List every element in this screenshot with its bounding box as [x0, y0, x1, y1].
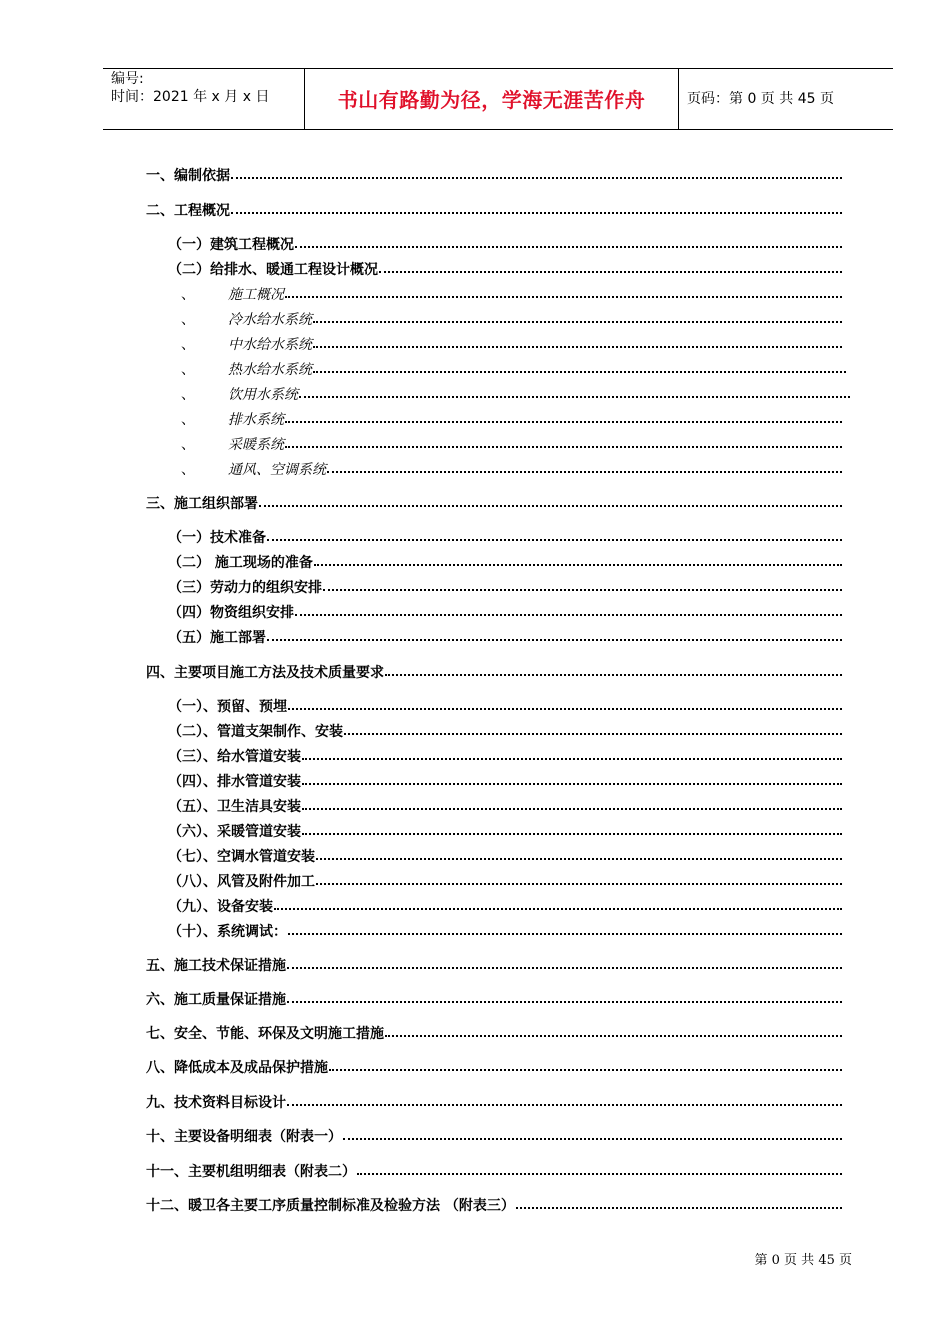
toc-leader: [285, 434, 842, 448]
toc-entry[interactable]: [146, 1196, 842, 1214]
toc-entry[interactable]: [168, 797, 842, 815]
toc-entry[interactable]: [168, 847, 842, 865]
toc-entry[interactable]: [168, 722, 842, 740]
toc-leader: [287, 989, 842, 1003]
toc-leader: [327, 459, 842, 473]
toc-leader: [313, 334, 842, 348]
toc-entry-title: 施工概况: [228, 287, 284, 303]
toc-leader: [302, 821, 842, 835]
toc-leader: [285, 284, 842, 298]
toc-entry[interactable]: [168, 628, 842, 646]
toc-entry[interactable]: [146, 1093, 842, 1111]
toc-entry-title: 六、施工质量保证措施: [146, 992, 286, 1008]
toc-entry[interactable]: [146, 1127, 842, 1145]
toc-entry-title: （一）建筑工程概况: [168, 237, 294, 253]
header-motto: 书山有路勤为径，学海无涯苦作舟: [337, 88, 646, 112]
toc-entry[interactable]: [181, 335, 842, 353]
toc-entry[interactable]: [146, 494, 842, 512]
toc-leader: [288, 921, 842, 935]
toc-entry[interactable]: [181, 385, 850, 403]
toc-entry-title: 十、主要设备明细表（附表一）: [146, 1129, 342, 1145]
toc-leader: [274, 896, 842, 910]
document-number-label: 编号:: [111, 71, 144, 87]
toc-leader: [314, 552, 842, 566]
toc-leader: [316, 871, 842, 885]
toc-entry-title: 冷水给水系统: [228, 312, 312, 328]
toc-entry[interactable]: [181, 460, 842, 478]
toc-entry[interactable]: [168, 772, 842, 790]
toc-entry[interactable]: [181, 285, 842, 303]
toc-entry[interactable]: [146, 1162, 842, 1180]
toc-entry[interactable]: [146, 990, 842, 1008]
toc-leader: [285, 409, 842, 423]
header-page-number: 页码：第 0 页 共 45 页: [687, 91, 834, 107]
toc-entry-title: 采暖系统: [228, 437, 284, 453]
toc-entry-title: 一、编制依据: [146, 168, 230, 184]
page-header: [103, 68, 893, 130]
toc-leader: [516, 1195, 842, 1209]
toc-entry[interactable]: [181, 310, 842, 328]
toc-entry-mark: 、: [181, 462, 195, 478]
toc-entry-title: （十）、系统调试：: [168, 924, 287, 940]
toc-leader: [231, 200, 842, 214]
toc-entry-title: 饮用水系统: [228, 387, 298, 403]
toc-leader: [385, 1023, 842, 1037]
toc-leader: [295, 602, 842, 616]
toc-entry-title: 中水给水系统: [228, 337, 312, 353]
toc-entry[interactable]: [168, 897, 842, 915]
toc-entry-title: （四）、排水管道安装: [168, 774, 301, 790]
toc-entry-title: （五）、卫生洁具安装: [168, 799, 301, 815]
toc-entry-title: 热水给水系统: [228, 362, 312, 378]
toc-entry-title: 八、降低成本及成品保护措施: [146, 1060, 328, 1076]
toc-entry-title: 排水系统: [228, 412, 284, 428]
toc-entry[interactable]: [168, 603, 842, 621]
toc-entry[interactable]: [168, 260, 842, 278]
toc-leader: [385, 662, 842, 676]
toc-entry-title: （五）施工部署: [168, 630, 266, 646]
toc-entry-title: 九、技术资料目标设计: [146, 1095, 286, 1111]
toc-leader: [288, 696, 842, 710]
toc-leader: [259, 493, 842, 507]
toc-leader: [316, 846, 842, 860]
toc-entry-title: 七、安全、节能、环保及文明施工措施: [146, 1026, 384, 1042]
toc-leader: [267, 527, 842, 541]
page-footer-number: 第 0 页 共 45 页: [754, 1253, 852, 1268]
toc-entry-title: （四）物资组织安排: [168, 605, 294, 621]
toc-entry-mark: 、: [181, 387, 195, 403]
toc-entry[interactable]: [168, 922, 842, 940]
toc-entry-mark: 、: [181, 312, 195, 328]
toc-entry[interactable]: [146, 663, 842, 681]
toc-entry-title: （一）技术准备: [168, 530, 266, 546]
toc-leader: [295, 234, 842, 248]
toc-entry-title: （二）给排水、暖通工程设计概况: [168, 262, 378, 278]
toc-entry-title: 十一、主要机组明细表（附表二）: [146, 1164, 356, 1180]
toc-entry-title: （二） 施工现场的准备: [168, 555, 313, 571]
toc-entry-title: 五、施工技术保证措施: [146, 958, 286, 974]
toc-entry-title: 三、施工组织部署: [146, 496, 258, 512]
toc-leader: [302, 796, 842, 810]
toc-entry-title: （九）、设备安装: [168, 899, 273, 915]
toc-entry-mark: 、: [181, 412, 195, 428]
document-date-label: 时间：2021 年 x 月 x 日: [111, 89, 270, 105]
toc-leader: [323, 577, 842, 591]
header-meta-cell: [103, 69, 305, 129]
toc-entry[interactable]: [168, 578, 842, 596]
toc-entry[interactable]: [181, 410, 842, 428]
toc-leader: [287, 1092, 842, 1106]
toc-entry[interactable]: [168, 872, 842, 890]
toc-leader: [302, 771, 842, 785]
toc-leader: [329, 1057, 842, 1071]
toc-leader: [379, 259, 842, 273]
toc-entry[interactable]: [146, 1024, 842, 1042]
toc-entry-mark: 、: [181, 362, 195, 378]
toc-entry[interactable]: [146, 166, 842, 184]
toc-entry[interactable]: [181, 360, 846, 378]
header-page-cell: [679, 69, 893, 129]
toc-entry-title: （二）、管道支架制作、安装: [168, 724, 343, 740]
toc-entry-title: 四、主要项目施工方法及技术质量要求: [146, 665, 384, 681]
toc-entry-title: （六）、采暖管道安装: [168, 824, 301, 840]
toc-entry[interactable]: [146, 1058, 842, 1076]
toc-entry-mark: 、: [181, 337, 195, 353]
toc-entry[interactable]: [168, 697, 842, 715]
toc-entry[interactable]: [168, 528, 842, 546]
toc-entry[interactable]: [146, 956, 842, 974]
toc-entry-title: 十二、暖卫各主要工序质量控制标准及检验方法 （附表三）: [146, 1198, 515, 1214]
header-motto-cell: [305, 69, 679, 129]
toc-leader: [343, 1126, 842, 1140]
toc-entry-title: 通风、空调系统: [228, 462, 326, 478]
toc-entry-mark: 、: [181, 437, 195, 453]
toc-entry[interactable]: [181, 435, 842, 453]
toc-leader: [299, 384, 850, 398]
toc-entry-mark: 、: [181, 287, 195, 303]
toc-entry[interactable]: [168, 235, 842, 253]
toc-leader: [313, 359, 846, 373]
toc-entry[interactable]: [168, 822, 842, 840]
toc-entry-title: 二、工程概况: [146, 203, 230, 219]
toc-entry-title: （一）、预留、预埋: [168, 699, 287, 715]
toc-entry[interactable]: [146, 201, 842, 219]
toc-entry-title: （三）劳动力的组织安排: [168, 580, 322, 596]
toc-entry[interactable]: [168, 553, 842, 571]
toc-entry-title: （三）、给水管道安装: [168, 749, 301, 765]
toc-leader: [302, 746, 842, 760]
toc-entry[interactable]: [168, 747, 842, 765]
toc-leader: [287, 955, 842, 969]
toc-leader: [231, 165, 842, 179]
toc-leader: [313, 309, 842, 323]
toc-entry-title: （八）、风管及附件加工: [168, 874, 315, 890]
toc-entry-title: （七）、空调水管道安装: [168, 849, 315, 865]
toc-leader: [267, 627, 842, 641]
toc-leader: [344, 721, 842, 735]
toc-leader: [357, 1161, 842, 1175]
